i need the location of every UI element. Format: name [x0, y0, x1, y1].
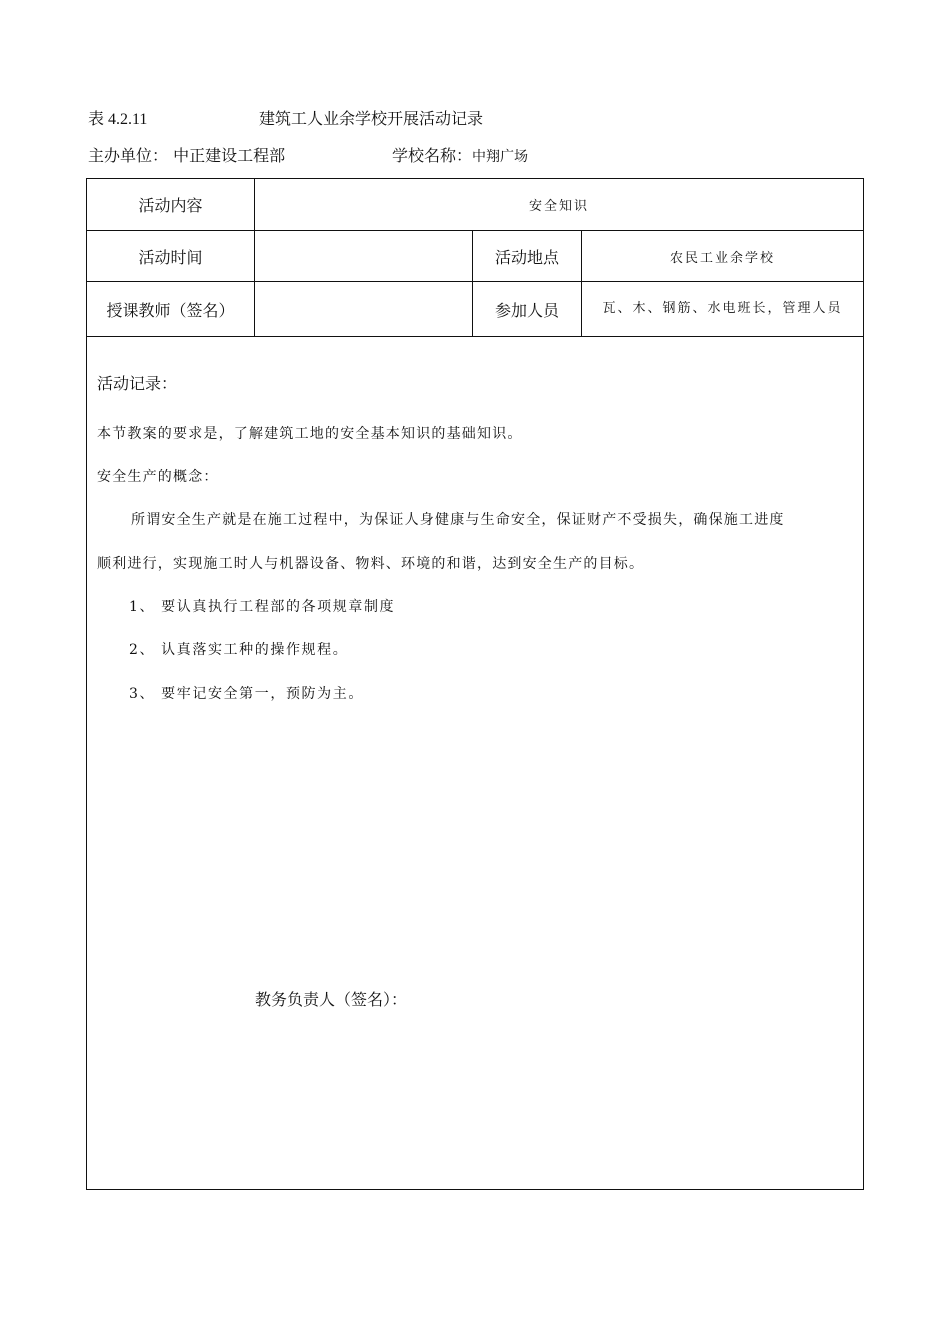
form-title: 建筑工人业余学校开展活动记录	[259, 109, 484, 128]
concept-paragraph-line-2: 顺利进行，实现施工时人与机器设备、物料、环境的和谐，达到安全生产的目标。	[97, 556, 645, 572]
rule-item-1: 1、 要认真执行工程部的各项规章制度	[129, 599, 396, 615]
activity-content-label: 活动内容	[138, 196, 203, 215]
rule-item-3: 3、 要牢记安全第一，预防为主。	[129, 686, 364, 702]
row-divider	[87, 336, 863, 337]
participants-value: 瓦、木、钢筋、水电班长，管理人员	[602, 301, 843, 316]
record-intro: 本节教案的要求是，了解建筑工地的安全基本知识的基础知识。	[97, 426, 523, 442]
school-row	[392, 143, 528, 166]
concept-heading: 安全生产的概念：	[97, 469, 219, 485]
activity-record-form	[86, 178, 864, 1190]
activity-place-label: 活动地点	[494, 247, 559, 267]
academic-director-signature-label: 教务负责人（签名）：	[255, 990, 408, 1009]
organizer-value: 中正建设工程部	[173, 146, 286, 165]
participants-label: 参加人员	[494, 300, 559, 320]
activity-time-label: 活动时间	[138, 247, 203, 267]
activity-content-value: 安全知识	[528, 199, 589, 214]
school-value: 中翔广场	[472, 149, 529, 165]
activity-time-value[interactable]	[255, 231, 472, 281]
concept-paragraph-line-1: 所谓安全生产就是在施工过程中，为保证人身健康与生命安全，保证财产不受损失，确保施工进度	[131, 512, 785, 528]
school-label: 学校名称：	[392, 146, 473, 165]
activity-place-value: 农民工业余学校	[669, 250, 775, 266]
teacher-signature-value[interactable]	[255, 282, 472, 336]
form-code: 表 4.2.11	[88, 111, 148, 128]
record-title: 活动记录：	[97, 374, 178, 393]
teacher-label: 授课教师（签名）	[106, 300, 235, 320]
organizer-label: 主办单位：	[88, 146, 169, 165]
organizer-row	[88, 143, 285, 166]
rule-item-2: 2、 认真落实工种的操作规程。	[129, 642, 349, 658]
